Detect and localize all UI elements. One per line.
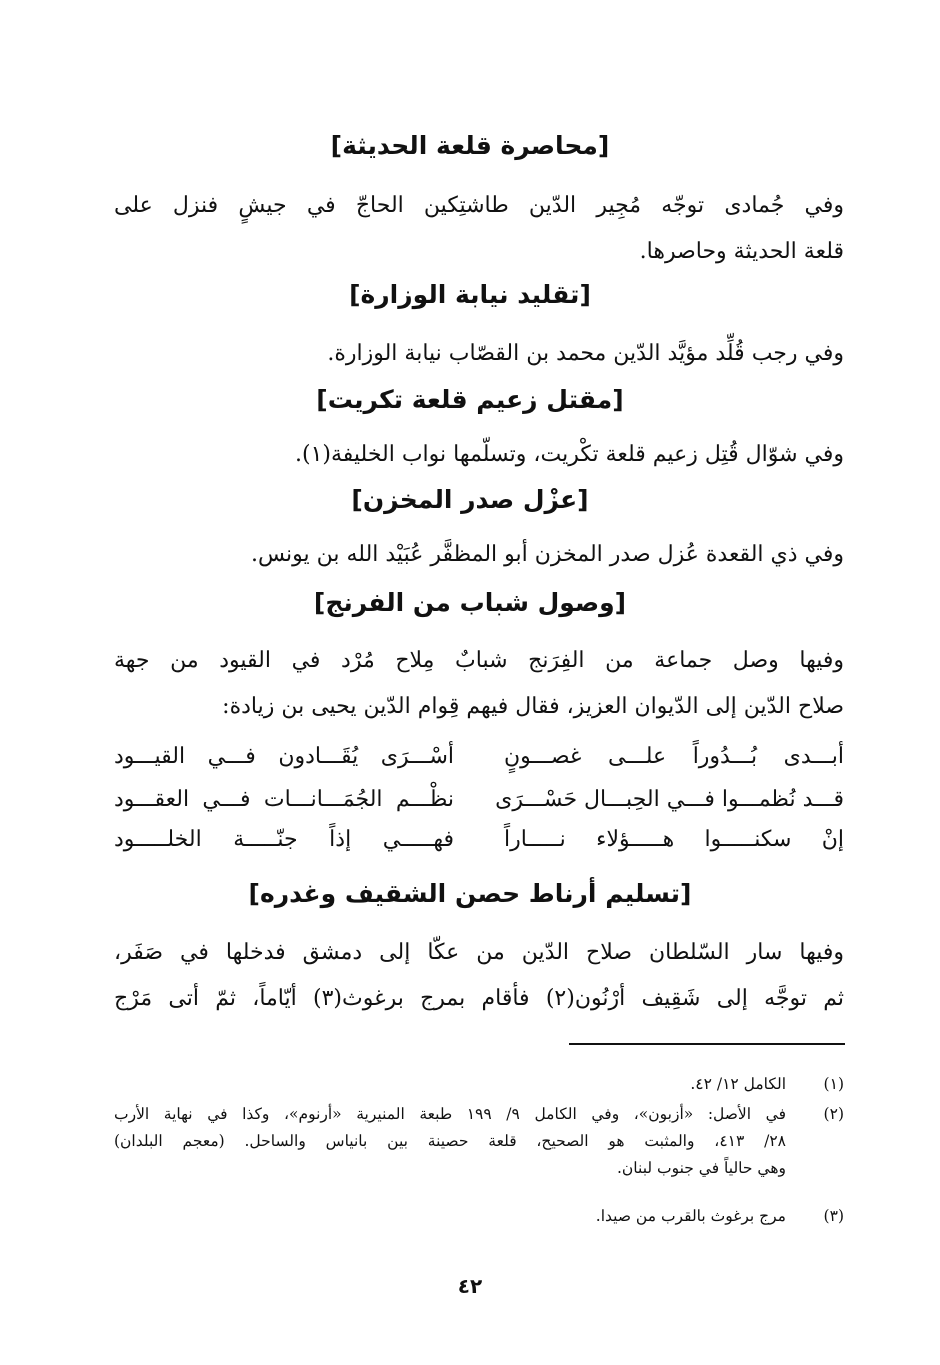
footnote-line: وهي حالياً في جنوب لبنان.: [616, 1159, 786, 1177]
section-heading: [محاصرة قلعة الحديثة]: [330, 131, 610, 160]
text-line: وفيها سار السّلطان صلاح الدّين من عكّا إلى دمشق فدخلها في صَفَر،: [114, 940, 844, 965]
text-line: وفي جُمادى توجّه مُجِير الدّين طاشتِكين الحاجّ في جيشٍ فنزل على: [114, 193, 844, 218]
text-line: وفي رجب قُلِّد مؤيَّد الدّين محمد بن القصّاب نيابة الوزارة.: [327, 341, 844, 366]
footnote-text: [114, 1101, 786, 1182]
footnote-text: [114, 1203, 786, 1230]
verse-second-hemistich: نظْـــم الجُمَـــانـــات فـــي العقـــود: [114, 787, 454, 812]
section-heading: [تسليم أرناط حصن الشقيف وغدره]: [248, 879, 692, 908]
footnote-text: [114, 1071, 786, 1098]
section-heading: [مقتل زعيم قلعة تكريت]: [316, 385, 624, 414]
section-heading: [تقليد نيابة الوزارة]: [349, 280, 591, 309]
footnote-line: الكامل ١٢/ ٤٢.: [690, 1075, 786, 1093]
paragraph: [114, 331, 844, 377]
verse-row: [114, 737, 844, 777]
section-heading: [عزْل صدر المخزن]: [351, 485, 589, 514]
footnote-line: في الأصل: «أزبون»، وفي الكامل ٩/ ١٩٩ طبعة المنيرية «أرنوم»، وكذا في نهاية الأرب: [114, 1105, 786, 1123]
footnote-line: ٢٨/ ٤١٣، والمثبت هو الصحيح، قلعة حصينة بين بانياس والساحل. (معجم البلدان): [114, 1132, 787, 1150]
footnote-number: (٢): [823, 1105, 844, 1123]
text-line: ثم توجَّه إلى شَقِيف أرْنُون(٢) فأقام بمرج برغوث(٣) أيّاماً، ثمّ أتى مَرْج: [114, 986, 844, 1011]
paragraph: [114, 532, 844, 578]
verse-second-hemistich: أسْـــرَى يُقَـــادون فـــي القيـــود: [114, 744, 454, 769]
paragraph: [114, 432, 844, 478]
verse-first-hemistich: أبـــدى بُـــدُوراً علـــى غصـــونٍ: [504, 744, 844, 769]
verse-row: [114, 780, 844, 820]
section-heading: [وصول شباب من الفرنج]: [313, 588, 627, 617]
footnote-separator: [569, 1043, 845, 1045]
text-line: صلاح الدّين إلى الدّيوان العزيز، فقال فيهم قِوام الدّين يحيى بن زيادة:: [222, 694, 844, 719]
paragraph: [114, 183, 844, 275]
page-number: ٤٢: [457, 1274, 483, 1298]
text-line: وفي ذي القعدة عُزل صدر المخزن أبو المظفَّر عُبَيْد الله بن يونس.: [250, 542, 844, 567]
footnote-line: مرج برغوث بالقرب من صيدا.: [595, 1207, 786, 1225]
verse-row: [114, 820, 844, 860]
footnote-number: (٣): [823, 1207, 844, 1225]
verse-first-hemistich: قـــد نُظمـــوا فـــي الحِبـــال حَسْـــرَى: [495, 787, 844, 812]
verse-first-hemistich: إنْ سكنـــــوا هـــــؤلاء نـــــاراً: [504, 827, 844, 852]
paragraph: [114, 638, 844, 730]
text-line: وفيها وصل جماعة من الفِرَنج شبابٌ مِلاح مُرْد في القيود من جهة: [114, 648, 844, 673]
text-line: قلعة الحديثة وحاصرها.: [639, 239, 844, 264]
paragraph: [114, 930, 844, 1022]
verse-second-hemistich: فهـــــي إذاً جنّـــــة الخلـــــود: [114, 827, 454, 852]
footnote-number: (١): [823, 1075, 844, 1093]
text-line: وفي شوّال قُتِل زعيم قلعة تكْريت، وتسلّمها نواب الخليفة(١).: [295, 442, 844, 467]
